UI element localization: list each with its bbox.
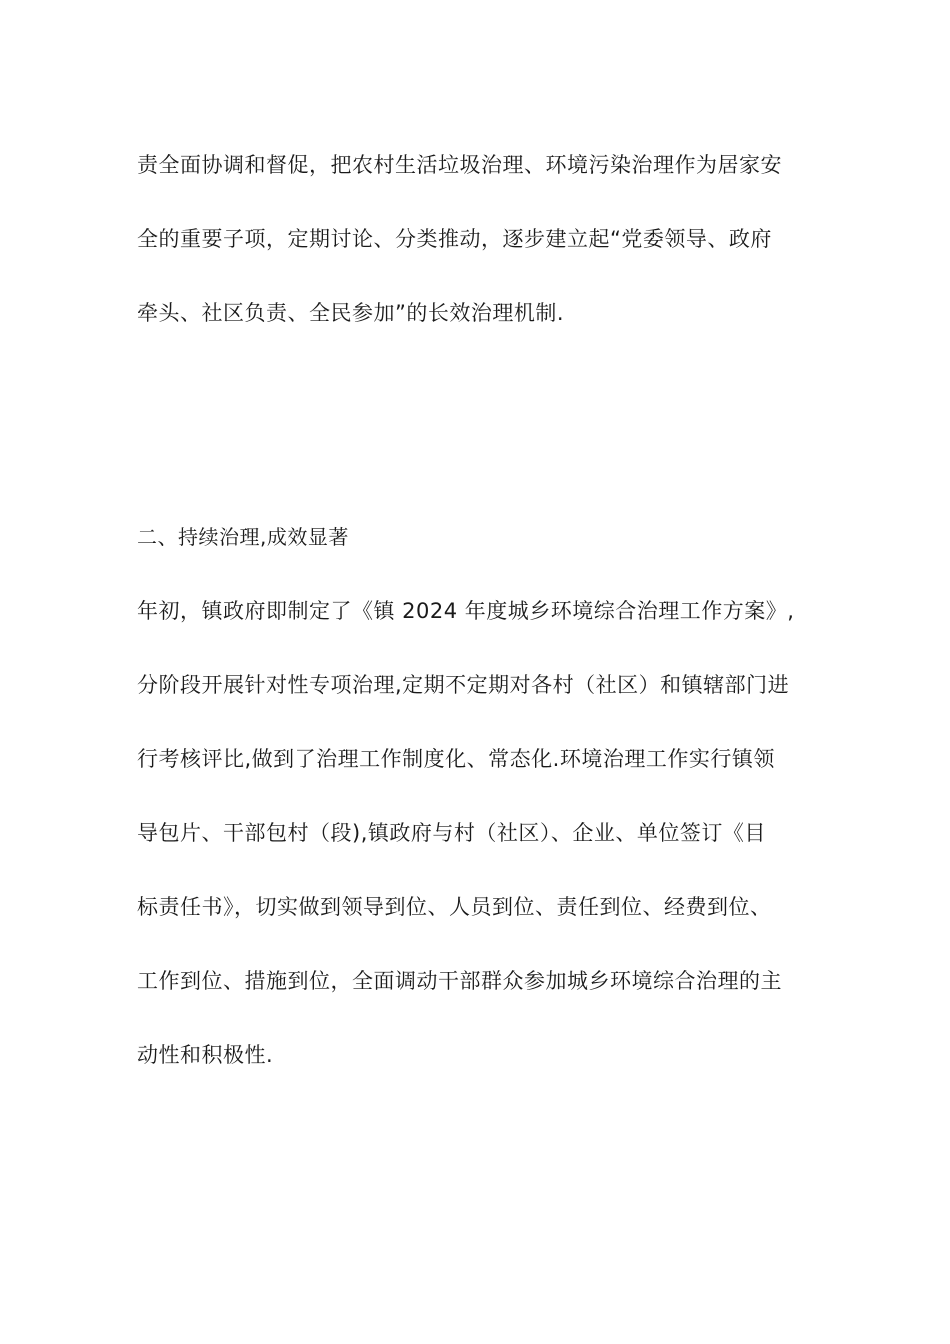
paragraph-2-line-5: 标责任书》，切实做到领导到位、人员到位、责任到位、经费到位、 [137,895,772,919]
paragraph-2-line-2: 分阶段开展针对性专项治理,定期不定期对各村（社区）和镇辖部门进 [137,673,790,697]
paragraph-1-line-2: 全的重要子项，定期讨论、分类推动，逐步建立起“党委领导、政府 [137,227,772,251]
section-heading: 二、持续治理,成效显著 [137,525,349,549]
paragraph-2-line-6: 工作到位、措施到位，全面调动干部群众参加城乡环境综合治理的主 [137,969,782,993]
paragraph-2-line-1: 年初，镇政府即制定了《镇 2024 年度城乡环境综合治理工作方案》, [137,599,795,623]
paragraph-1-line-1: 责全面协调和督促，把农村生活垃圾治理、环境污染治理作为居家安 [137,153,782,177]
paragraph-2-line-7: 动性和积极性. [137,1043,274,1067]
paragraph-2-line-4: 导包片、干部包村（段),镇政府与村（社区）、企业、单位签订《目 [137,821,766,845]
paragraph-1-line-3: 牵头、社区负责、全民参加”的长效治理机制. [137,301,565,325]
paragraph-2-line-3: 行考核评比,做到了治理工作制度化、常态化.环境治理工作实行镇领 [137,747,775,771]
